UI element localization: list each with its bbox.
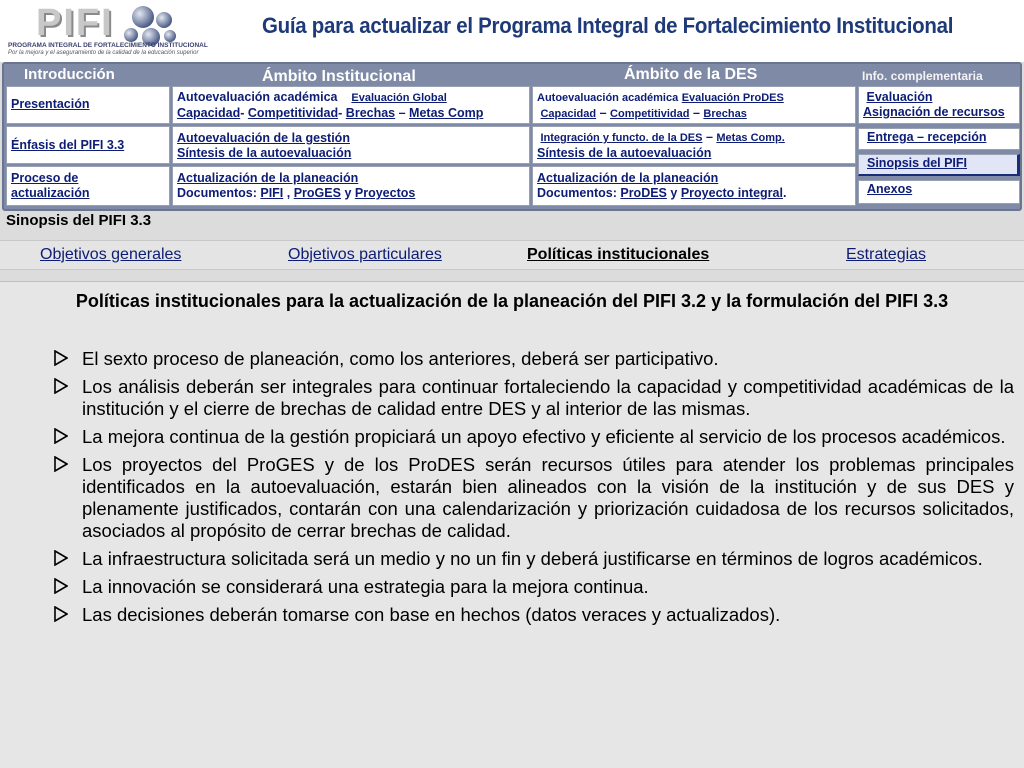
link-proceso-2[interactable]: actualización <box>11 186 90 200</box>
link-inst-proges[interactable]: ProGES <box>293 186 341 200</box>
inst-y-label: y <box>344 186 352 200</box>
header <box>0 0 1024 62</box>
link-des-competitividad[interactable]: Competitividad <box>610 108 690 120</box>
link-inst-sintesis[interactable]: Síntesis de la autoevaluación <box>177 146 352 160</box>
nav-head-info-complementaria[interactable]: Info. complementaria <box>862 69 983 83</box>
logo-spheres-icon <box>124 6 194 46</box>
policy-list <box>50 348 1014 632</box>
list-item <box>50 604 1014 626</box>
list-item <box>50 376 1014 420</box>
pifi-logo <box>4 2 208 58</box>
list-item <box>50 426 1014 448</box>
link-inst-proyectos[interactable]: Proyectos <box>354 186 416 200</box>
link-inst-capacidad[interactable]: Capacidad <box>177 106 241 120</box>
nav-head-introduccion[interactable]: Introducción <box>24 66 115 83</box>
policy-text: El sexto proceso de planeación, como los anteriores, deberá ser participativo. <box>82 348 719 369</box>
sinopsis-title: Sinopsis del PIFI 3.3 <box>6 212 152 229</box>
link-des-sintesis[interactable]: Síntesis de la autoevaluación <box>537 146 712 160</box>
logo-tagline: Por la mejora y el aseguramiento de la calidad de la educación superior <box>8 50 199 56</box>
des-y-label: y <box>670 186 678 200</box>
tab-objetivos-particulares[interactable]: Objetivos particulares <box>288 246 442 263</box>
link-des-prodes[interactable]: ProDES <box>620 186 667 200</box>
nav-cell-enfasis <box>6 126 170 164</box>
link-inst-pifi[interactable]: PIFI <box>260 186 284 200</box>
link-inst-metas[interactable]: Metas Comp <box>409 106 484 120</box>
nav-cell-des-integracion: Integración y functo. de la DES – Metas Comp. Síntesis de la autoevaluación <box>532 126 856 164</box>
link-inst-gestion[interactable]: Autoevaluación de la gestión <box>177 131 350 145</box>
arrow-bullet-icon <box>54 378 68 394</box>
list-item <box>50 576 1014 598</box>
arrow-bullet-icon <box>54 578 68 594</box>
arrow-bullet-icon <box>54 456 68 472</box>
list-item <box>50 454 1014 542</box>
main-title: Políticas institucionales para la actualización de la planeación del PIFI 3.2 y la formulación del PIFI 3.3 <box>75 291 949 311</box>
inst-autoeval-label: Autoevaluación académica <box>177 90 338 104</box>
link-inst-brechas[interactable]: Brechas <box>345 106 396 120</box>
nav-head-ambito-institucional[interactable]: Ámbito Institucional <box>262 68 416 85</box>
link-info-entrega[interactable]: Entrega – recepción <box>858 128 1020 150</box>
logo-word: PIFI <box>36 2 114 44</box>
navigation-panel <box>2 62 1022 211</box>
nav-head-ambito-des[interactable]: Ámbito de la DES <box>624 66 758 83</box>
link-info-sinopsis[interactable]: Sinopsis del PIFI <box>858 154 1020 176</box>
list-item <box>50 548 1014 570</box>
nav-cell-des-autoeval: Autoevaluación académica Evaluación ProDES Capacidad – Competitividad – Brechas <box>532 86 856 124</box>
link-des-actualizacion[interactable]: Actualización de la planeación <box>537 171 719 185</box>
policy-text: La innovación se considerará una estrategia para la mejora continua. <box>82 576 649 597</box>
policy-text: Los análisis deberán ser integrales para continuar fortaleciendo la capacidad y competitividad académicas de la institución y el cierre de brechas de calidad entre DES y al interior de las mismas. <box>82 376 1014 419</box>
link-des-metas[interactable]: Metas Comp. <box>716 132 785 144</box>
nav-cell-inst-autoeval: Autoevaluación académica Evaluación Global Capacidad- Competitividad- Brechas – Metas Comp <box>172 86 530 124</box>
link-info-asignacion[interactable]: Asignación de recursos <box>863 105 1005 119</box>
link-inst-actualizacion[interactable]: Actualización de la planeación <box>177 171 359 185</box>
arrow-bullet-icon <box>54 428 68 444</box>
policy-text: Los proyectos del ProGES y de los ProDES serán recursos útiles para atender los problemas principales identificados en la autoevaluación, estarán bien alineados con la visión de la institución y de sus DES y plenamente justificados, contarán con una calendarización y priorización cuidadosa de los recursos solicitados, asociados al propósito de cerrar brechas de calidad. <box>82 454 1014 541</box>
tab-politicas-institucionales[interactable]: Políticas institucionales <box>527 246 710 263</box>
page-title: Guía para actualizar el Programa Integral de Fortalecimiento Institucional <box>262 13 954 38</box>
des-autoeval-label: Autoevaluación académica <box>537 92 679 104</box>
nav-cell-des-actualizacion: Actualización de la planeación Documentos: ProDES y Proyecto integral. <box>532 166 856 206</box>
link-info-evaluacion[interactable]: Evaluación <box>866 90 933 104</box>
link-inst-eval-global[interactable]: Evaluación Global <box>351 92 447 104</box>
arrow-bullet-icon <box>54 350 68 366</box>
inst-documentos-label: Documentos: <box>177 186 257 200</box>
tab-objetivos-generales[interactable]: Objetivos generales <box>40 246 182 263</box>
policy-text: La infraestructura solicitada será un medio y no un fin y deberá justificarse en términos de logros académicos. <box>82 548 983 569</box>
link-des-proyecto-integral[interactable]: Proyecto integral <box>680 186 783 200</box>
link-inst-competitividad[interactable]: Competitividad <box>247 106 339 120</box>
link-enfasis[interactable]: Énfasis del PIFI 3.3 <box>11 138 125 152</box>
link-des-capacidad[interactable]: Capacidad <box>540 108 597 120</box>
policy-text: La mejora continua de la gestión propiciará un apoyo efectivo y eficiente al servicio de los procesos académicos. <box>82 426 1006 447</box>
nav-cell-presentacion <box>6 86 170 124</box>
link-des-integracion[interactable]: Integración y functo. de la DES <box>540 132 703 144</box>
nav-cell-info-eval <box>858 86 1020 124</box>
link-proceso-1[interactable]: Proceso de <box>11 171 79 185</box>
logo-subtitle: PROGRAMA INTEGRAL DE FORTALECIMIENTO INSTITUCIONAL <box>8 42 208 49</box>
arrow-bullet-icon <box>54 550 68 566</box>
arrow-bullet-icon <box>54 606 68 622</box>
policy-text: Las decisiones deberán tomarse con base en hechos (datos veraces y actualizados). <box>82 604 781 625</box>
nav-cell-inst-gestion <box>172 126 530 164</box>
nav-cell-proceso <box>6 166 170 206</box>
link-des-brechas[interactable]: Brechas <box>703 108 747 120</box>
link-presentacion[interactable]: Presentación <box>11 97 90 111</box>
tab-estrategias[interactable]: Estrategias <box>846 246 927 263</box>
link-info-anexos[interactable]: Anexos <box>858 180 1020 204</box>
nav-cell-inst-actualizacion: Actualización de la planeación Documentos: PIFI , ProGES y Proyectos <box>172 166 530 206</box>
des-documentos-label: Documentos: <box>537 186 617 200</box>
link-des-eval-prodes[interactable]: Evaluación ProDES <box>681 92 784 104</box>
list-item <box>50 348 1014 370</box>
